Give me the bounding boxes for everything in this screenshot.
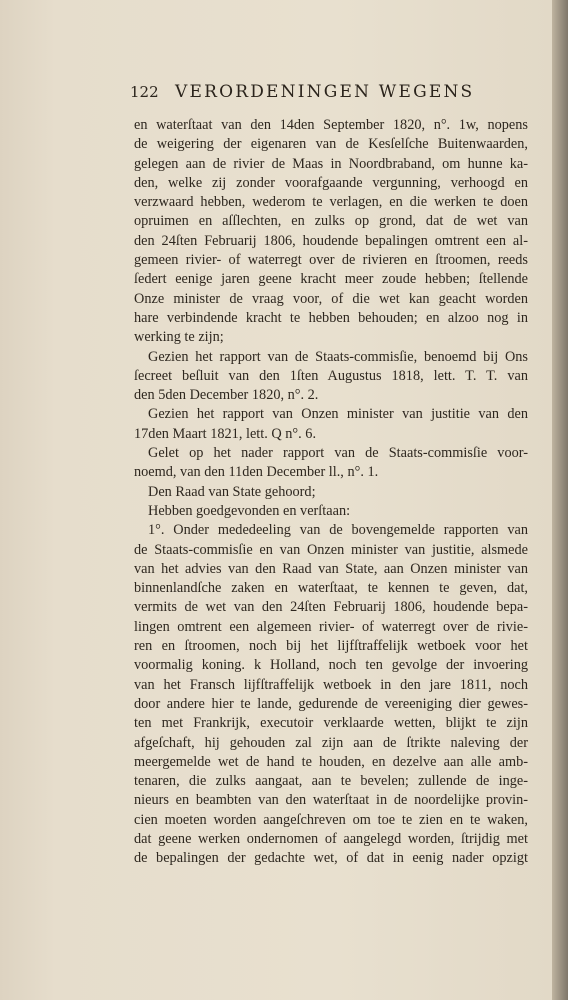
text-line: 17den Maart 1821, lett. Q n°. 6.: [134, 425, 317, 442]
text-line: 1°. Onder mededeeling van de bovengemelde rapporten van: [148, 522, 528, 539]
text-line: dat geene werken ondernomen of aangelegd worden, ſtrijdig met: [134, 830, 528, 847]
text-line: de Staats-commisſie en van Onzen minister van justitie, alsmede: [134, 541, 528, 558]
text-line: Gelet op het nader rapport van de Staats-commisſie voor-: [148, 445, 528, 462]
text-line: afgeſchaft, hij gehouden zal zijn aan de ſtrikte naleving der: [134, 734, 528, 751]
text-line: verzwaard hebben, wederom te verlagen, en die werken te doen: [134, 194, 528, 211]
text-line: Hebben goedgevonden en verſtaan:: [148, 502, 351, 519]
text-line: voormalig koning. k Holland, noch ten gevolge der invoering: [134, 657, 528, 674]
text-line: noemd, van den 11den December ll., n°. 1.: [134, 464, 379, 481]
text-line: den, welke zij zonder voorafgaande vergunning, verhoogd en: [134, 174, 528, 191]
text-line: en waterſtaat van den 14den September 1820, n°. 1w, nopens: [134, 117, 528, 133]
page-edge: [552, 0, 568, 1000]
text-line: meergemelde wet de hand te houden, en dezelve aan alle amb-: [134, 753, 528, 770]
text-line: tenaren, die zulks aangaat, aan te bevelen; zullende de inge-: [134, 773, 528, 790]
text-line: de bepalingen der gedachte wet, of dat in eenig nader opzigt: [134, 850, 528, 867]
text-line: ten met Frankrijk, executoir verklaarde wetten, blijkt te zijn: [134, 715, 528, 732]
running-title: VERORDENINGEN WEGENS: [175, 82, 475, 102]
running-header: [130, 82, 488, 106]
text-line: hare verbindende kracht te hebben behouden; en alzoo nog in: [134, 309, 528, 326]
page-number: 122: [130, 83, 159, 101]
text-line: van het Fransch lijfſtraffelijk wetboek in den jare 1811, noch: [134, 676, 528, 693]
text-line: vermits de wet van den 24ſten Februarij 1806, houdende bepa-: [134, 599, 528, 616]
text-line: nieurs en beambten van den waterſtaat in de noordelijke provin-: [134, 792, 528, 809]
text-line: Den Raad van State gehoord;: [148, 483, 316, 500]
text-line: ren en ſtroomen, noch bij het lijfſtraffelijk wetboek voor het: [134, 638, 528, 655]
body-text: [134, 116, 528, 869]
text-line: werking te zijn;: [134, 329, 224, 346]
text-line: van het advies van den Raad van State, aan Onzen minister van: [134, 560, 528, 577]
text-line: gemeen rivier- of waterregt over de rivieren en ſtroomen, reeds: [134, 252, 528, 269]
text-line: door andere hier te lande, gedurende de vereeniging dier gewes-: [134, 695, 528, 712]
text-line: ſecreet beſluit van den 1ſten Augustus 1818, lett. T. T. van: [134, 367, 528, 384]
text-line: ſedert eenige jaren geene kracht meer zoude hebben; ſtellende: [134, 271, 528, 288]
text-line: Gezien het rapport van Onzen minister van justitie van den: [148, 406, 528, 423]
text-line: den 24ſten Februarij 1806, houdende bepalingen omtrent een al-: [134, 232, 528, 249]
text-line: Onze minister de vraag voor, of die wet kan geacht worden: [134, 290, 528, 307]
text-line: den 5den December 1820, n°. 2.: [134, 387, 319, 404]
text-line: binnenlandſche zaken en waterſtaat, te kennen te geven, dat,: [134, 580, 528, 597]
text-line: gelegen aan de rivier de Maas in Noordbraband, om hunne ka-: [134, 155, 528, 172]
text-line: cien moeten worden aangeſchreven om toe te zien en te waken,: [134, 811, 528, 828]
text-line: opruimen en aſſlechten, en zulks op grond, dat de wet van: [134, 213, 528, 230]
text-line: lingen omtrent een algemeen rivier- of waterregt over de rivie-: [134, 618, 528, 635]
text-line: Gezien het rapport van de Staats-commisſie, benoemd bij Ons: [148, 348, 528, 365]
text-line: de weigering der eigenaren van de Kesſelſche Buitenwaarden,: [134, 136, 528, 153]
